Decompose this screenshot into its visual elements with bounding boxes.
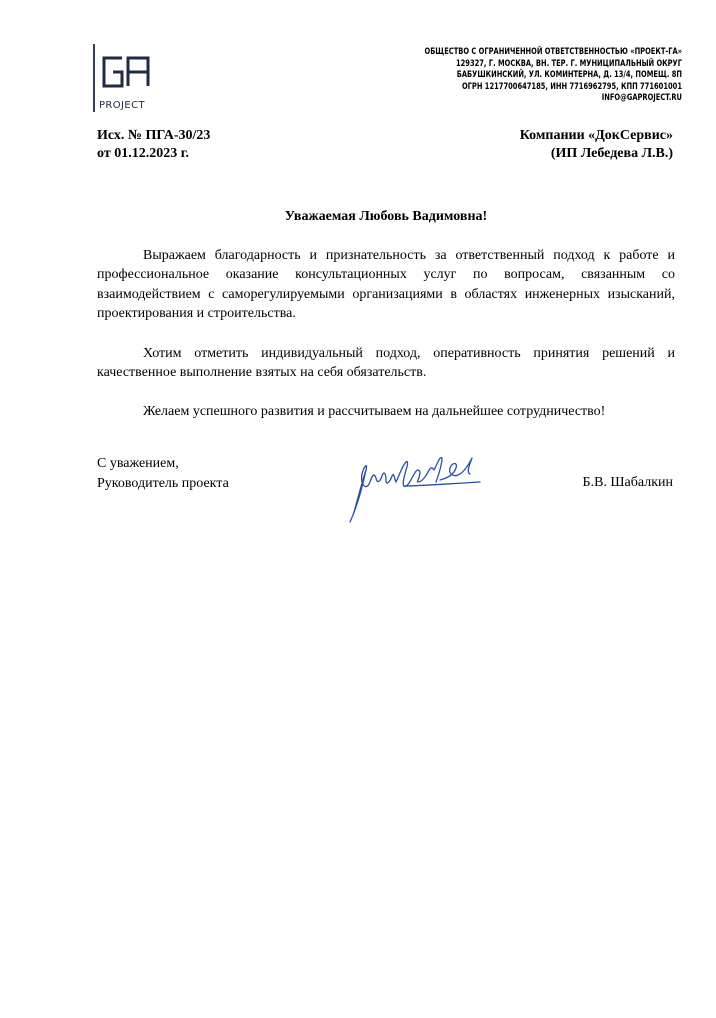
signer-name: Б.В. Шабалкин — [582, 475, 673, 490]
recipient-person: (ИП Лебедева Л.В.) — [550, 146, 673, 161]
signature-graphic — [344, 452, 486, 526]
letter-paragraph-2: Хотим отметить индивидуальный подход, оперативность принятия решений и качественное выполнение взятых на себя обязательств. — [97, 346, 675, 381]
recipient-company: Компании «ДокСервис» — [519, 128, 673, 143]
closing-regards: С уважением, — [97, 456, 179, 471]
company-email: INFO@GAPROJECT.RU — [601, 93, 682, 104]
svg-text:PROJECT: PROJECT — [99, 100, 146, 111]
letter-paragraph-3: Желаем успешного развития и рассчитываем на дальнейшее сотрудничество! — [143, 404, 606, 419]
outgoing-reference — [97, 127, 210, 163]
recipient-block — [520, 127, 673, 163]
letter-paragraph-1: Выражаем благодарность и признательность за ответственный подход к работе и профессиональное оказание консультационных услуг по вопросам, связанным со взаимодействием с саморегулируемыми организациями в областях инженерных изысканий, проектирования и строительства. — [97, 248, 675, 321]
letter-greeting: Уважаемая Любовь Вадимовна! — [284, 209, 488, 224]
logo-graphic — [92, 42, 172, 114]
company-registration: ОГРН 1217700647185, ИНН 7716962795, КПП 771601001 — [461, 81, 682, 92]
company-address-line-1: 129327, Г. МОСКВА, ВН. ТЕР. Г. МУНИЦИПАЛЬНЫЙ ОКРУГ — [455, 58, 682, 69]
company-requisites — [401, 47, 682, 105]
company-logo — [92, 42, 172, 114]
handwritten-signature — [344, 452, 486, 526]
outgoing-number: Исх. № ПГА-30/23 — [97, 128, 211, 143]
signer-position: Руководитель проекта — [97, 475, 229, 491]
outgoing-date: от 01.12.2023 г. — [97, 146, 189, 161]
company-address-line-2: БАБУШКИНСКИЙ, УЛ. КОМИНТЕРНА, Д. 13/4, ПОМЕЩ. 8П — [456, 70, 682, 81]
closing-block — [97, 454, 229, 493]
company-name: ОБЩЕСТВО С ОГРАНИЧЕННОЙ ОТВЕТСТВЕННОСТЬЮ «ПРОЕКТ-ГА» — [424, 47, 682, 57]
